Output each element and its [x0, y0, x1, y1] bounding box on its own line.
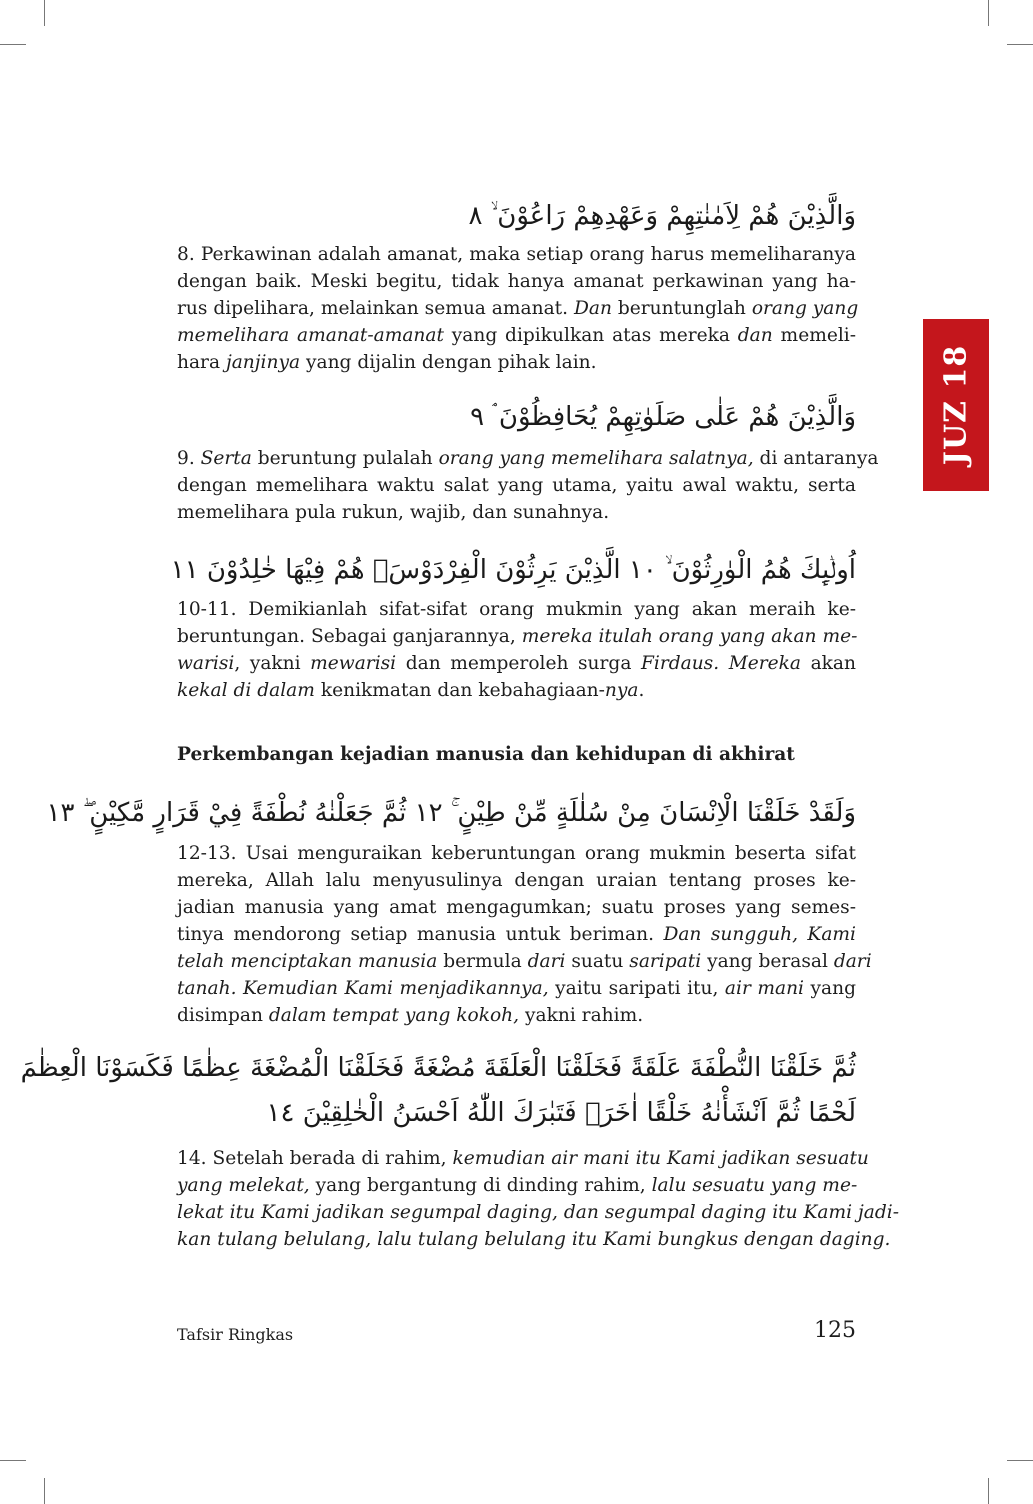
arabic-verse-10-11: اُولٰۤىِٕكَ هُمُ الْوٰرِثُوْنَ ۙ ١٠ الَّذِيْنَ يَرِثُوْنَ الْفِرْدَوْسَۗ هُمْ فِيْهَا خٰلِدُوْنَ ١١ [170, 555, 856, 585]
text-line: telah menciptakan manusia bermula dari suatu saripati yang berasal dari [177, 951, 872, 972]
arabic-verse-14-line-2: لَحْمًا ثُمَّ اَنْشَأْنٰهُ خَلْقًا اٰخَرَۗ فَتَبٰرَكَ اللّٰهُ اَحْسَنُ الْخٰلِقِيْنَ ١٤ [266, 1098, 856, 1128]
text-line: dengan memelihara waktu salat yang utama, yaitu awal waktu, serta [177, 475, 856, 496]
arabic-verse-12-13: وَلَقَدْ خَلَقْنَا الْاِنْسَانَ مِنْ سُلٰلَةٍ مِّنْ طِيْنٍ ۚ ١٢ ثُمَّ جَعَلْنٰهُ نُطْفَةً فِيْ قَرَارٍ مَّكِيْنٍ ۖ ١٣ [46, 798, 856, 828]
arabic-verse-8: وَالَّذِيْنَ هُمْ لِاَمٰنٰتِهِمْ وَعَهْدِهِمْ رَاعُوْنَ ۙ ٨ [468, 201, 856, 231]
text-line: 14. Setelah berada di rahim, kemudian air mani itu Kami jadikan sesuatu [177, 1148, 869, 1169]
text-line: mereka, Allah lalu menyusulinya dengan uraian tentang proses ke- [177, 870, 856, 891]
crop-mark [44, 1478, 45, 1504]
text-line: kan tulang belulang, lalu tulang belulang itu Kami bungkus dengan daging. [177, 1229, 891, 1250]
text-line: memelihara amanat-amanat yang dipikulkan atas mereka dan memeli- [177, 325, 857, 346]
translation-paragraph-8 [177, 241, 859, 376]
crop-mark [0, 1460, 26, 1461]
text-line: lekat itu Kami jadikan segumpal daging, dan segumpal daging itu Kami jadi- [177, 1202, 899, 1223]
text-line: yang melekat, yang bergantung di dinding rahim, lalu sesuatu yang me- [177, 1175, 858, 1196]
footer-book-title: Tafsir Ringkas [177, 1325, 294, 1344]
juz-tab-label: JUZ 18 [938, 344, 974, 466]
text-line: hara janjinya yang dijalin dengan pihak lain. [177, 352, 597, 373]
arabic-verse-9: وَالَّذِيْنَ هُمْ عَلٰى صَلَوٰتِهِمْ يُحَافِظُوْنَ ۘ ٩ [470, 402, 856, 432]
translation-paragraph-10-11 [177, 596, 856, 704]
text-line: warisi, yakni mewarisi dan memperoleh surga Firdaus. Mereka akan [177, 653, 856, 674]
translation-paragraph-9 [177, 445, 879, 526]
translation-paragraph-12-13 [177, 840, 872, 1029]
crop-mark [1007, 44, 1033, 45]
text-line: tanah. Kemudian Kami menjadikannya, yaitu saripati itu, air mani yang [177, 978, 856, 999]
text-line: 10-11. Demikianlah sifat-sifat orang mukmin yang akan meraih ke- [177, 599, 856, 620]
text-line: memelihara pula rukun, wajib, dan sunahnya. [177, 502, 610, 523]
juz-tab [923, 319, 989, 491]
text-line: dengan baik. Meski begitu, tidak hanya amanat perkawinan yang ha- [177, 271, 856, 292]
crop-mark [988, 1478, 989, 1504]
crop-mark [44, 0, 45, 26]
crop-mark [988, 0, 989, 26]
text-line: disimpan dalam tempat yang kokoh, yakni rahim. [177, 1005, 644, 1026]
text-line: beruntungan. Sebagai ganjarannya, mereka itulah orang yang akan me- [177, 626, 858, 647]
section-heading: Perkembangan kejadian manusia dan kehidupan di akhirat [177, 744, 795, 765]
text-line: kekal di dalam kenikmatan dan kebahagiaan-nya. [177, 680, 645, 701]
text-line: 9. Serta beruntung pulalah orang yang memelihara salatnya, di antaranya [177, 448, 879, 469]
translation-paragraph-14 [177, 1145, 899, 1253]
text-line: rus dipelihara, melainkan semua amanat. Dan beruntunglah orang yang [177, 298, 859, 319]
text-line: jadian manusia yang amat mengagumkan; suatu proses yang semes- [177, 897, 856, 918]
crop-mark [1007, 1460, 1033, 1461]
page-number: 125 [814, 1318, 856, 1343]
text-line: 12-13. Usai menguraikan keberuntungan orang mukmin beserta sifat [177, 843, 856, 864]
arabic-verse-14-line-1: ثُمَّ خَلَقْنَا النُّطْفَةَ عَلَقَةً فَخَلَقْنَا الْعَلَقَةَ مُضْغَةً فَخَلَقْنَا الْمُضْغَةَ عِظٰمًا فَكَسَوْنَا الْعِظٰمَ [20, 1053, 856, 1083]
text-line: tinya mendorong setiap manusia untuk beriman. Dan sungguh, Kami [177, 924, 856, 945]
text-line: 8. Perkawinan adalah amanat, maka setiap orang harus memeliharanya [177, 244, 856, 265]
crop-mark [0, 44, 26, 45]
